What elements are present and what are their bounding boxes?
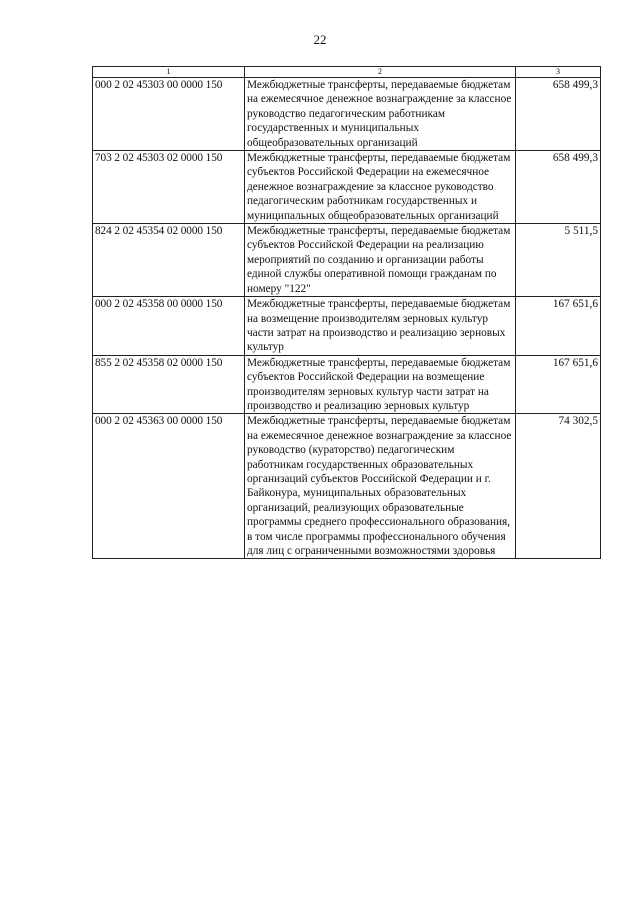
row-description: Межбюджетные трансферты, передаваемые бюджетам на ежемесячное денежное вознаграждение за классное руководство (кураторство) педагогическим работникам государственных образовательных организаций субъектов Российской Федерации и г. Байконура, муниципальных образовательных организаций, реализующих образовательные программы среднего профессионального образования, в том числе программы профессионального обучения для лиц с ограниченными возможностями здоровья — [245, 414, 516, 559]
row-description: Межбюджетные трансферты, передаваемые бюджетам субъектов Российской Федерации на возмещение производителям зерновых культур части затрат на производство и реализацию зерновых культур — [245, 355, 516, 414]
table-row — [93, 224, 601, 297]
row-amount: 74 302,5 — [516, 414, 601, 559]
table-row — [93, 414, 601, 559]
row-description: Межбюджетные трансферты, передаваемые бюджетам на возмещение производителям зерновых культур части затрат на производство и реализацию зерновых культур — [245, 297, 516, 356]
column-header-description: 2 — [245, 67, 516, 78]
column-header-code: 1 — [93, 67, 245, 78]
column-header-amount: 3 — [516, 67, 601, 78]
budget-table — [92, 66, 601, 559]
table-row — [93, 78, 601, 151]
row-description: Межбюджетные трансферты, передаваемые бюджетам субъектов Российской Федерации на ежемесячное денежное вознаграждение за классное руководство педагогическим работникам государственных и муниципальных общеобразовательных организаций — [245, 151, 516, 224]
table-row — [93, 355, 601, 414]
budget-code: 855 2 02 45358 02 0000 150 — [93, 355, 245, 414]
row-amount: 167 651,6 — [516, 297, 601, 356]
table-header — [93, 67, 601, 78]
table-body — [93, 78, 601, 559]
table-row — [93, 297, 601, 356]
row-description: Межбюджетные трансферты, передаваемые бюджетам субъектов Российской Федерации на реализацию мероприятий по созданию и организации работы единой службы оперативной помощи гражданам по номеру "122" — [245, 224, 516, 297]
row-amount: 658 499,3 — [516, 78, 601, 151]
row-description: Межбюджетные трансферты, передаваемые бюджетам на ежемесячное денежное вознаграждение за классное руководство педагогическим работникам государственных и муниципальных общеобразовательных организаций — [245, 78, 516, 151]
header-row — [93, 67, 601, 78]
page-number: 22 — [313, 32, 327, 47]
budget-code: 824 2 02 45354 02 0000 150 — [93, 224, 245, 297]
table-row — [93, 151, 601, 224]
budget-code: 703 2 02 45303 02 0000 150 — [93, 151, 245, 224]
budget-code: 000 2 02 45363 00 0000 150 — [93, 414, 245, 559]
budget-code: 000 2 02 45303 00 0000 150 — [93, 78, 245, 151]
row-amount: 658 499,3 — [516, 151, 601, 224]
row-amount: 5 511,5 — [516, 224, 601, 297]
row-amount: 167 651,6 — [516, 355, 601, 414]
budget-code: 000 2 02 45358 00 0000 150 — [93, 297, 245, 356]
